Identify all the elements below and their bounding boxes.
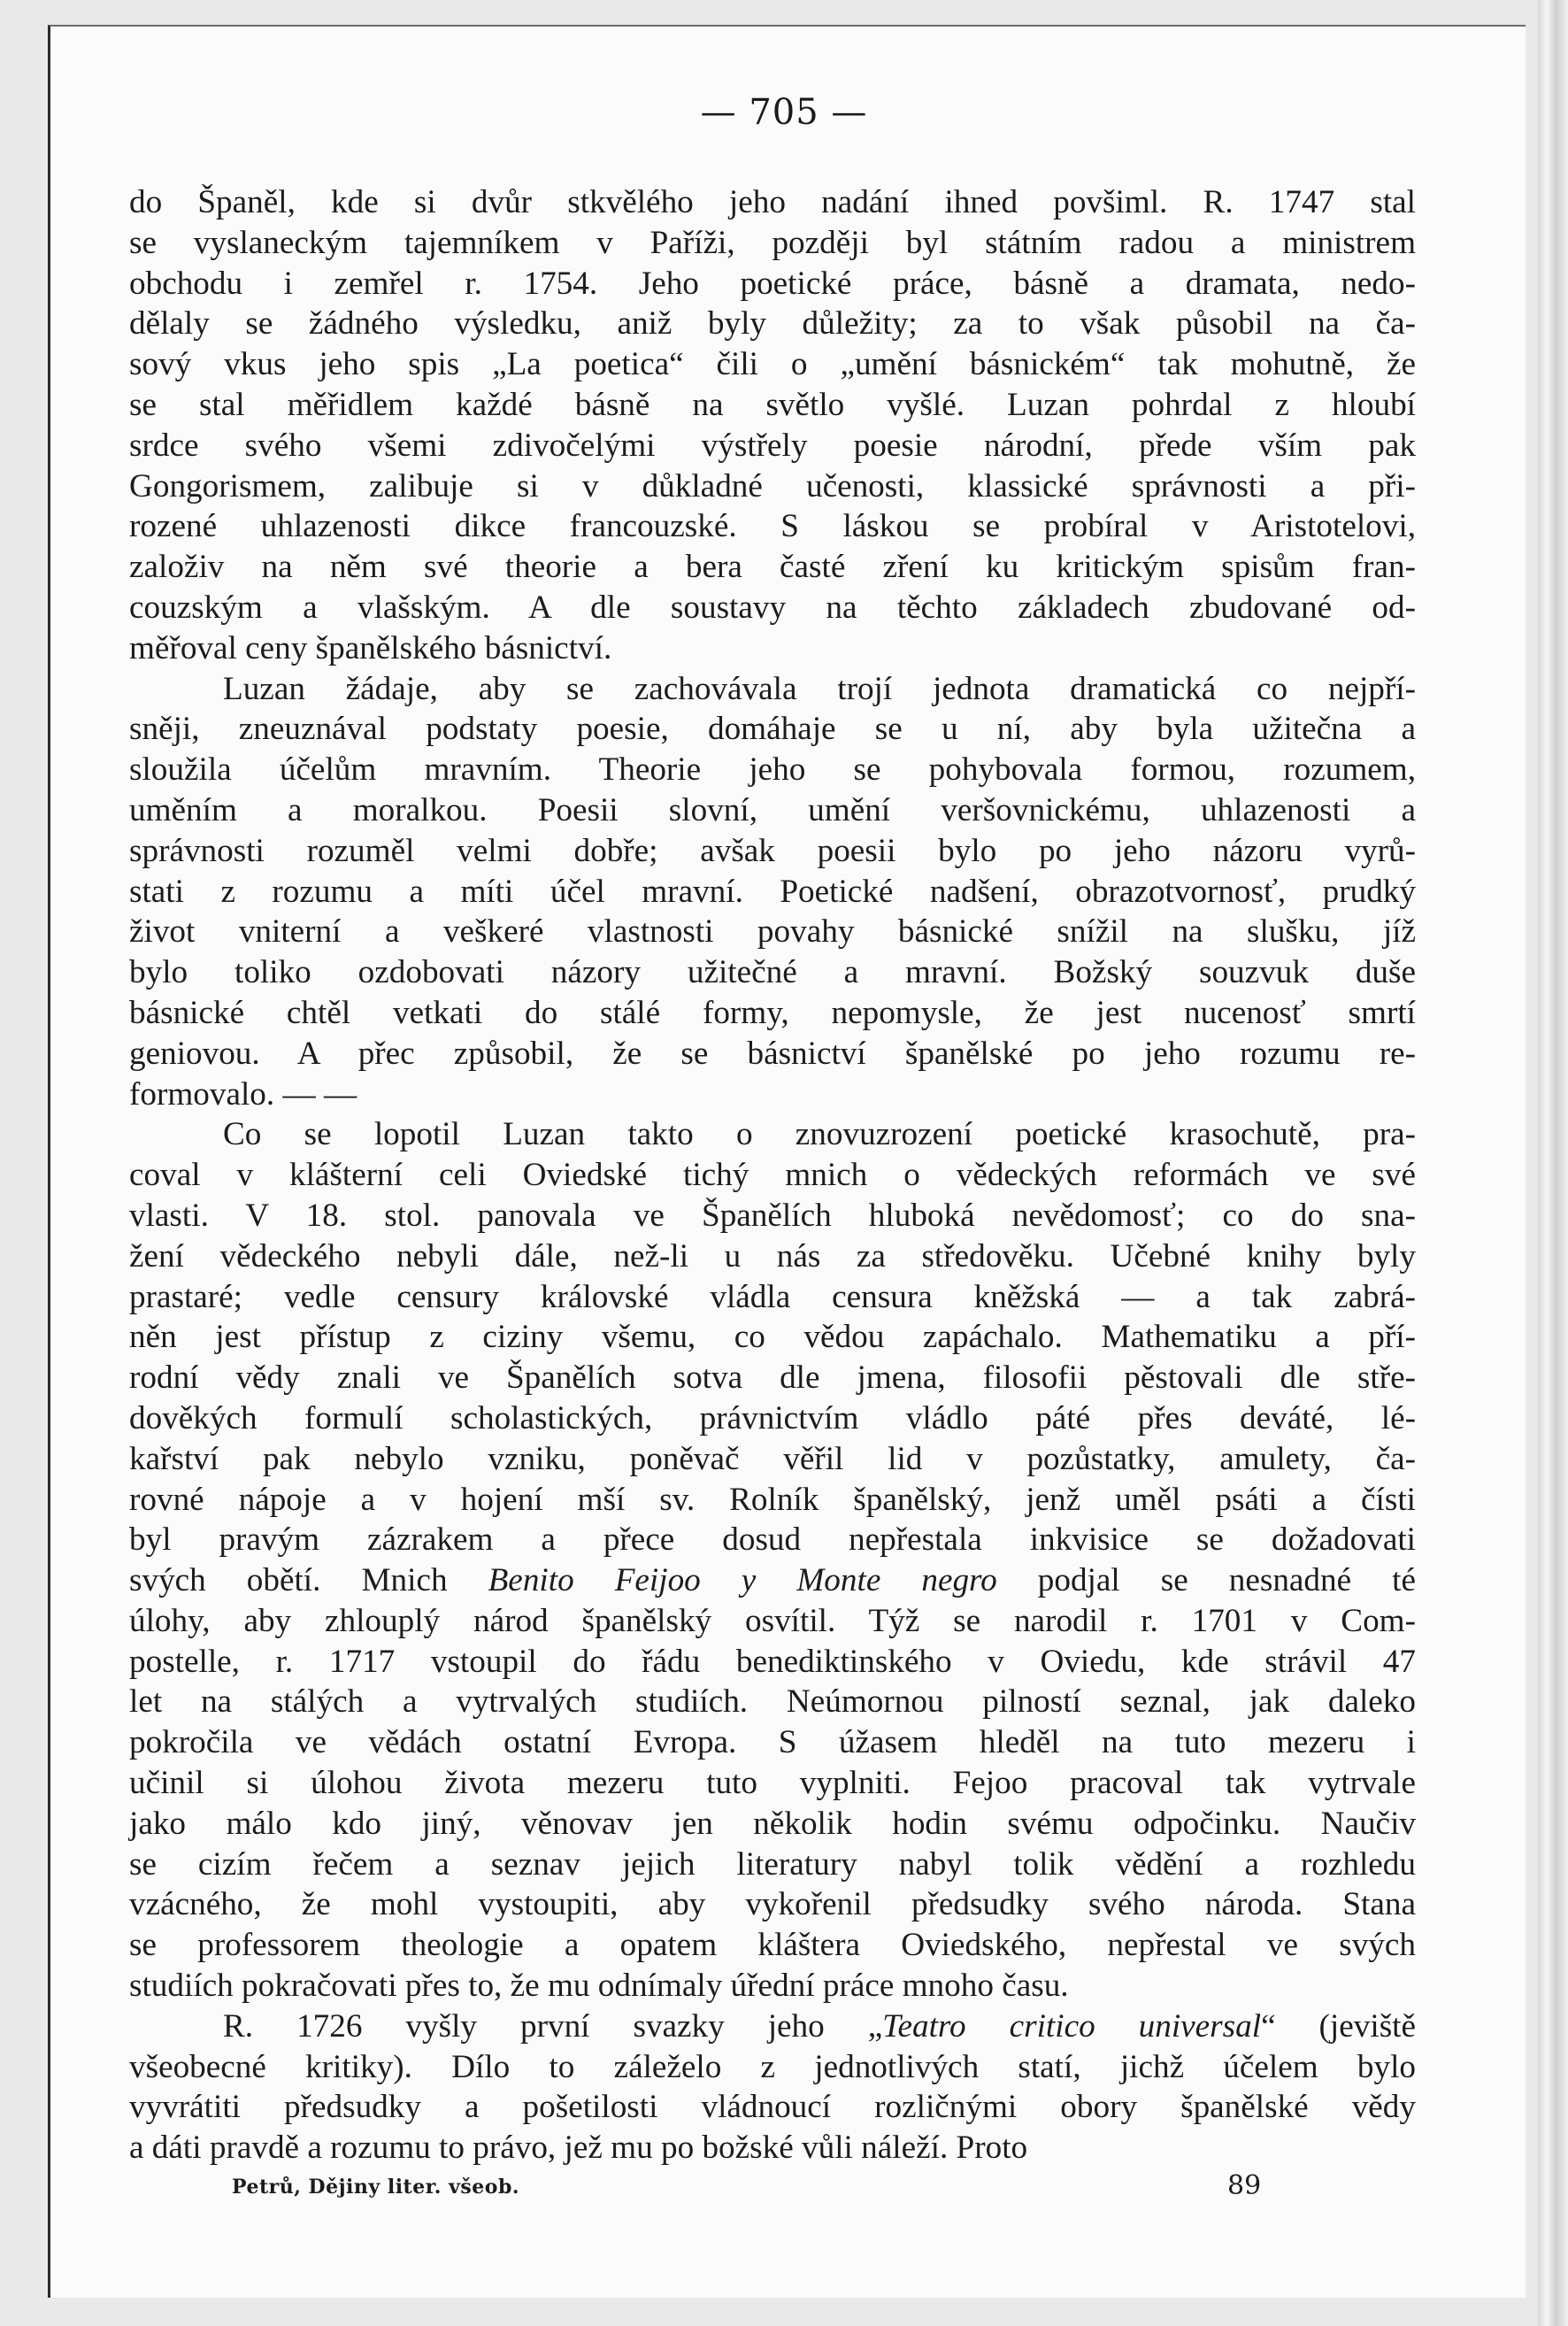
footer-sheet-number: 89 <box>1227 2170 1262 2201</box>
paragraph <box>129 669 1416 1115</box>
text-line: všeobecné kritiky). Dílo to záleželo z jednotlivých statí, jichž účelem bylo <box>129 2048 1416 2085</box>
text-line: dělaly se žádného výsledku, aniž byly důležity; za to však působil na ča- <box>129 305 1416 343</box>
page-number: — 705 — <box>700 92 868 133</box>
text-line: coval v klášterní celi Oviedské tichý mnich o vědeckých reformách ve své <box>129 1157 1416 1194</box>
paragraph <box>129 1114 1416 2006</box>
text-line: vlasti. V 18. stol. panovala ve Španělích hluboká nevědomosť; co do sna- <box>129 1197 1416 1234</box>
paragraph <box>129 182 1416 669</box>
text-line: stati z rozumu a míti účel mravní. Poetické nadšení, obrazotvornosť, prudký <box>129 873 1416 910</box>
text-line: do Španěl, kde si dvůr stkvělého jeho nadání ihned povšiml. R. 1747 stal <box>129 184 1416 220</box>
text-line: kařství pak nebylo vzniku, poněvač věřil lid v pozůstatky, amulety, ča- <box>129 1440 1416 1477</box>
text-line: založiv na něm své theorie a bera časté zření ku kritickým spisům fran- <box>129 549 1416 586</box>
text-line: sový vkus jeho spis „La poetica“ čili o „umění básnickém“ tak mohutně, že <box>129 346 1416 383</box>
text-line: žení vědeckého nebyli dále, než-li u nás za středověku. Učebné knihy byly <box>129 1237 1416 1275</box>
text-line: se vyslaneckým tajemníkem v Paříži, později byl státním radou a ministrem <box>129 224 1416 261</box>
text-line: rozené uhlazenosti dikce francouzské. S láskou se probíral v Aristotelovi, <box>129 508 1416 545</box>
text-line: let na stálých a vytrvalých studiích. Neúmornou pilností seznal, jak daleko <box>129 1683 1416 1721</box>
text-line: básnické chtěl vetkati do stálé formy, nepomysle, že jest nucenosť smrtí <box>129 994 1416 1031</box>
text-line: učinil si úlohou života mezeru tuto vyplniti. Fejoo pracoval tak vytrvale <box>129 1765 1416 1802</box>
text-line: sněji, zneuznával podstaty poesie, domáhaje se u ní, aby byla užitečna a <box>129 711 1416 748</box>
text-line: rodní vědy znali ve Španělích sotva dle jmena, filosofii pěstovali dle stře- <box>129 1359 1416 1397</box>
text-line: byl pravým zázrakem a přece dosud nepřestala inkvisice se dožadovati <box>129 1521 1416 1559</box>
text-line: se professorem theologie a opatem kláštera Oviedského, nepřestal ve svých <box>129 1927 1416 1964</box>
text-line: uměním a moralkou. Poesii slovní, umění veršovnickému, uhlazenosti a <box>129 791 1416 828</box>
text-line: Luzan žádaje, aby se zachovávala trojí jednota dramatická co nejpří- <box>223 670 1416 707</box>
text-line: něn jest přístup z ciziny všemu, co vědou zapáchalo. Mathematiku a pří- <box>129 1319 1416 1356</box>
text-line: dověkých formulí scholastických, právnictvím vládlo páté přes deváté, lé- <box>129 1399 1416 1436</box>
text-line: Gongorismem, zalibuje si v důkladné učenosti, klassické správnosti a při- <box>129 467 1416 504</box>
text-line: vzácného, že mohl vystoupiti, aby vykořenil předsudky svého národa. Stana <box>129 1886 1416 1923</box>
text-line: měřoval ceny španělského básnictví. <box>129 629 612 666</box>
text-line: studiích pokračovati přes to, že mu odnímaly úřední práce mnoho času. <box>129 1968 1069 2005</box>
text-line: bylo toliko ozdobovati názory užitečné a mravní. Božský souzvuk duše <box>129 954 1416 991</box>
text-line: prastaré; vedle censury královské vládla censura kněžská — a tak zabrá- <box>129 1278 1416 1315</box>
text-line: Co se lopotil Luzan takto o znovuzrození poetické krasochutě, pra- <box>223 1116 1416 1153</box>
text-line: svých obětí. Mnich Benito Feijoo y Monte negro podjal se nesnadné té <box>129 1562 1416 1599</box>
text-line: úlohy, aby zhlouplý národ španělský osvítil. Týž se narodil r. 1701 v Com- <box>129 1602 1416 1639</box>
text-line: formovalo. — — <box>129 1075 357 1113</box>
text-line: život vniterní a veškeré vlastnosti povahy básnické snížil na slušku, jíž <box>129 913 1416 951</box>
text-line: obchodu i zemřel r. 1754. Jeho poetické práce, básně a dramata, nedo- <box>129 265 1416 302</box>
page-edge <box>1538 0 1568 2326</box>
text-line: správnosti rozuměl velmi dobře; avšak poesii bylo po jeho názoru vyrů- <box>129 832 1416 869</box>
text-line: jako málo kdo jiný, věnovav jen několik hodin svému odpočinku. Naučiv <box>129 1805 1416 1842</box>
text-line: sloužila účelům mravním. Theorie jeho se pohybovala formou, rozumem, <box>129 751 1416 789</box>
text-line: R. 1726 vyšly první svazky jeho „Teatro critico universal“ (jeviště <box>223 2007 1417 2045</box>
text-line: vyvrátiti předsudky a pošetilosti vládnoucí rozličnými obory španělské vědy <box>129 2089 1416 2126</box>
paragraph <box>129 2006 1416 2168</box>
text-line: pokročila ve vědách ostatní Evropa. S úžasem hleděl na tuto mezeru i <box>129 1724 1416 1761</box>
footer-signature: Petrů, Dějiny liter. všeob. <box>232 2176 519 2199</box>
text-line: geniovou. A přec způsobil, že se básnictví španělské po jeho rozumu re- <box>129 1035 1416 1072</box>
text-line: couzským a vlašským. A dle soustavy na těchto základech zbudované od- <box>129 589 1416 626</box>
text-line: srdce svého všemi zdivočelými výstřely poesie národní, přede vším pak <box>129 427 1416 464</box>
text-line: a dáti pravdě a rozumu to právo, jež mu po božské vůli náleží. Proto <box>129 2130 1028 2167</box>
text-line: postelle, r. 1717 vstoupil do řádu benediktinského v Oviedu, kde strávil 47 <box>129 1643 1416 1680</box>
body-text <box>129 182 1416 2168</box>
text-line: se stal měřidlem každé básně na světlo vyšlé. Luzan pohrdal z hloubí <box>129 386 1416 423</box>
text-line: se cizím řečem a seznav jejich literatury nabyl tolik vědění a rozhledu <box>129 1845 1416 1883</box>
text-line: rovné nápoje a v hojení mší sv. Rolník španělský, jenž uměl psáti a čísti <box>129 1481 1416 1518</box>
